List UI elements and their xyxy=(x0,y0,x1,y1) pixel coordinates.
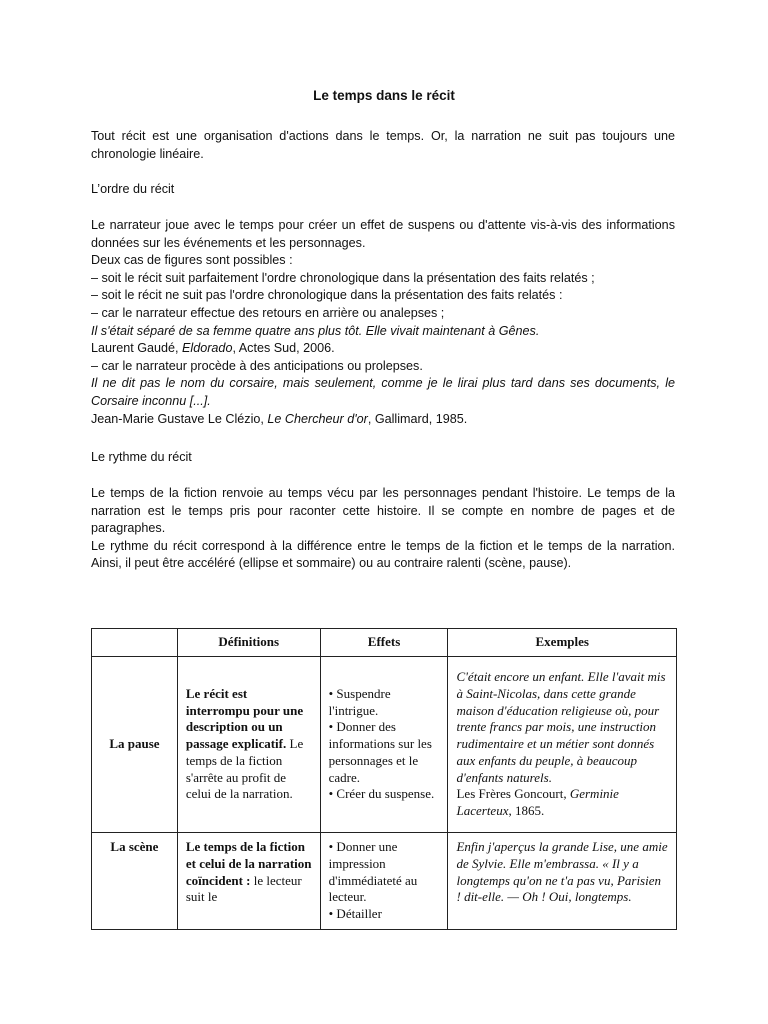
paragraph: Le narrateur joue avec le temps pour créer un effet de suspens ou d'attente vis-à-vis des informations données sur les événements et les personnages. xyxy=(91,218,675,250)
citation-rest: , Actes Sud, 2006. xyxy=(232,341,335,356)
section-ordre-body xyxy=(91,217,675,428)
example-text: C'était encore un enfant. Elle l'avait mis à Saint-Nicolas, dans cette grande maison d'éducation religieuse où, pour trente francs par mois, une instruction rudimentaire et un métier sont donnés aux enfants du peuple, à beaucoup d'enfants naturels. xyxy=(456,668,666,785)
example-rest: , 1865. xyxy=(508,803,545,819)
citation-author: Laurent Gaudé, xyxy=(91,341,183,356)
effect-item: • Créer du suspense. xyxy=(328,786,435,802)
citation-author: Jean-Marie Gustave Le Clézio, xyxy=(91,411,268,426)
effect-item: • Détailler xyxy=(328,906,382,922)
definition-cell xyxy=(177,833,320,930)
list-item: – soit le récit suit parfaitement l'ordre chronologique dans la présentation des faits relatés ; xyxy=(91,270,595,285)
effect-item: • Donner des informations sur les personnages et le cadre. xyxy=(328,719,432,785)
paragraph: Le rythme du récit correspond à la différence entre le temps de la fiction et le temps de la narration. Ainsi, il peut être accéléré (ellipse et sommaire) ou au contraire ralenti (scène, pause). xyxy=(91,538,675,571)
row-label: La scène xyxy=(92,833,178,930)
intro-text: Tout récit est une organisation d'actions dans le temps. Or, la narration ne suit pas toujours une chronologie linéaire. xyxy=(91,129,675,161)
table-header-cell: Exemples xyxy=(448,629,677,657)
quote: Il s'était séparé de sa femme quatre ans plus tôt. Elle vivait maintenant à Gênes. xyxy=(91,323,540,338)
list-item: – soit le récit ne suit pas l'ordre chronologique dans la présentation des faits relatés : xyxy=(91,288,563,303)
list-item: – car le narrateur procède à des anticipations ou prolepses. xyxy=(91,358,423,373)
section-heading: L’ordre du récit xyxy=(91,182,175,196)
effects-cell xyxy=(320,657,448,833)
definition-cell xyxy=(177,657,320,833)
table-header-row xyxy=(92,629,677,657)
table-header-cell: Définitions xyxy=(177,629,320,657)
definition-bold: Le récit est interrompu pour une description ou un passage explicatif. xyxy=(185,685,304,752)
section-rythme-heading xyxy=(91,449,675,467)
definition-rest: le lecteur suit le xyxy=(185,872,302,905)
section-rythme-body xyxy=(91,485,675,573)
table-header-cell: Effets xyxy=(320,629,448,657)
citation xyxy=(91,340,675,358)
effect-item: • Donner une impression d'immédiateté au lecteur. xyxy=(328,839,418,905)
paragraph: Le temps de la fiction renvoie au temps vécu par les personnages pendant l'histoire. Le temps de la narration est le temps pris pour raconter cette histoire. Il se compte en nombre de pages et de paragraphes. xyxy=(91,486,675,536)
table-row xyxy=(92,833,677,930)
citation-rest: , Gallimard, 1985. xyxy=(367,411,468,426)
rhythm-table xyxy=(91,628,677,930)
example-author: Les Frères Goncourt, xyxy=(456,786,570,802)
effects-cell xyxy=(320,833,448,930)
example-text: Enfin j'aperçus la grande Lise, une amie de Sylvie. Elle m'embrassa. « Il y a longtemps qu'on ne t'a pas vu, Parisien ! dit-elle. — Oh ! Oui, longtemps. xyxy=(456,839,668,905)
quote: Il ne dit pas le nom du corsaire, mais seulement, comme je le lirai plus tard dans ses documents, le Corsaire inconnu [...]. xyxy=(91,376,675,408)
example-cell xyxy=(448,657,677,833)
paragraph: Deux cas de figures sont possibles : xyxy=(91,253,293,268)
row-label: La pause xyxy=(92,657,178,833)
citation-title: Eldorado xyxy=(182,341,233,356)
effect-item: • Suspendre l'intrigue. xyxy=(328,685,391,718)
section-heading: Le rythme du récit xyxy=(91,450,192,464)
example-title: Germinie Lacerteux xyxy=(456,786,619,819)
example-cell xyxy=(448,833,677,930)
intro-paragraph xyxy=(91,128,675,163)
page-title: Le temps dans le récit xyxy=(313,88,455,103)
citation xyxy=(91,411,675,429)
list-item: – car le narrateur effectue des retours en arrière ou analepses ; xyxy=(91,305,445,320)
definition-bold: Le temps de la fiction et celui de la narration coïncident : xyxy=(185,839,312,888)
table-row xyxy=(92,657,677,833)
citation-title: Le Chercheur d'or xyxy=(267,411,368,426)
section-ordre-heading xyxy=(91,181,675,199)
table-header-cell xyxy=(92,629,178,657)
definition-rest: Le temps de la fiction s'arrête au profit de celui de la narration. xyxy=(185,736,304,802)
